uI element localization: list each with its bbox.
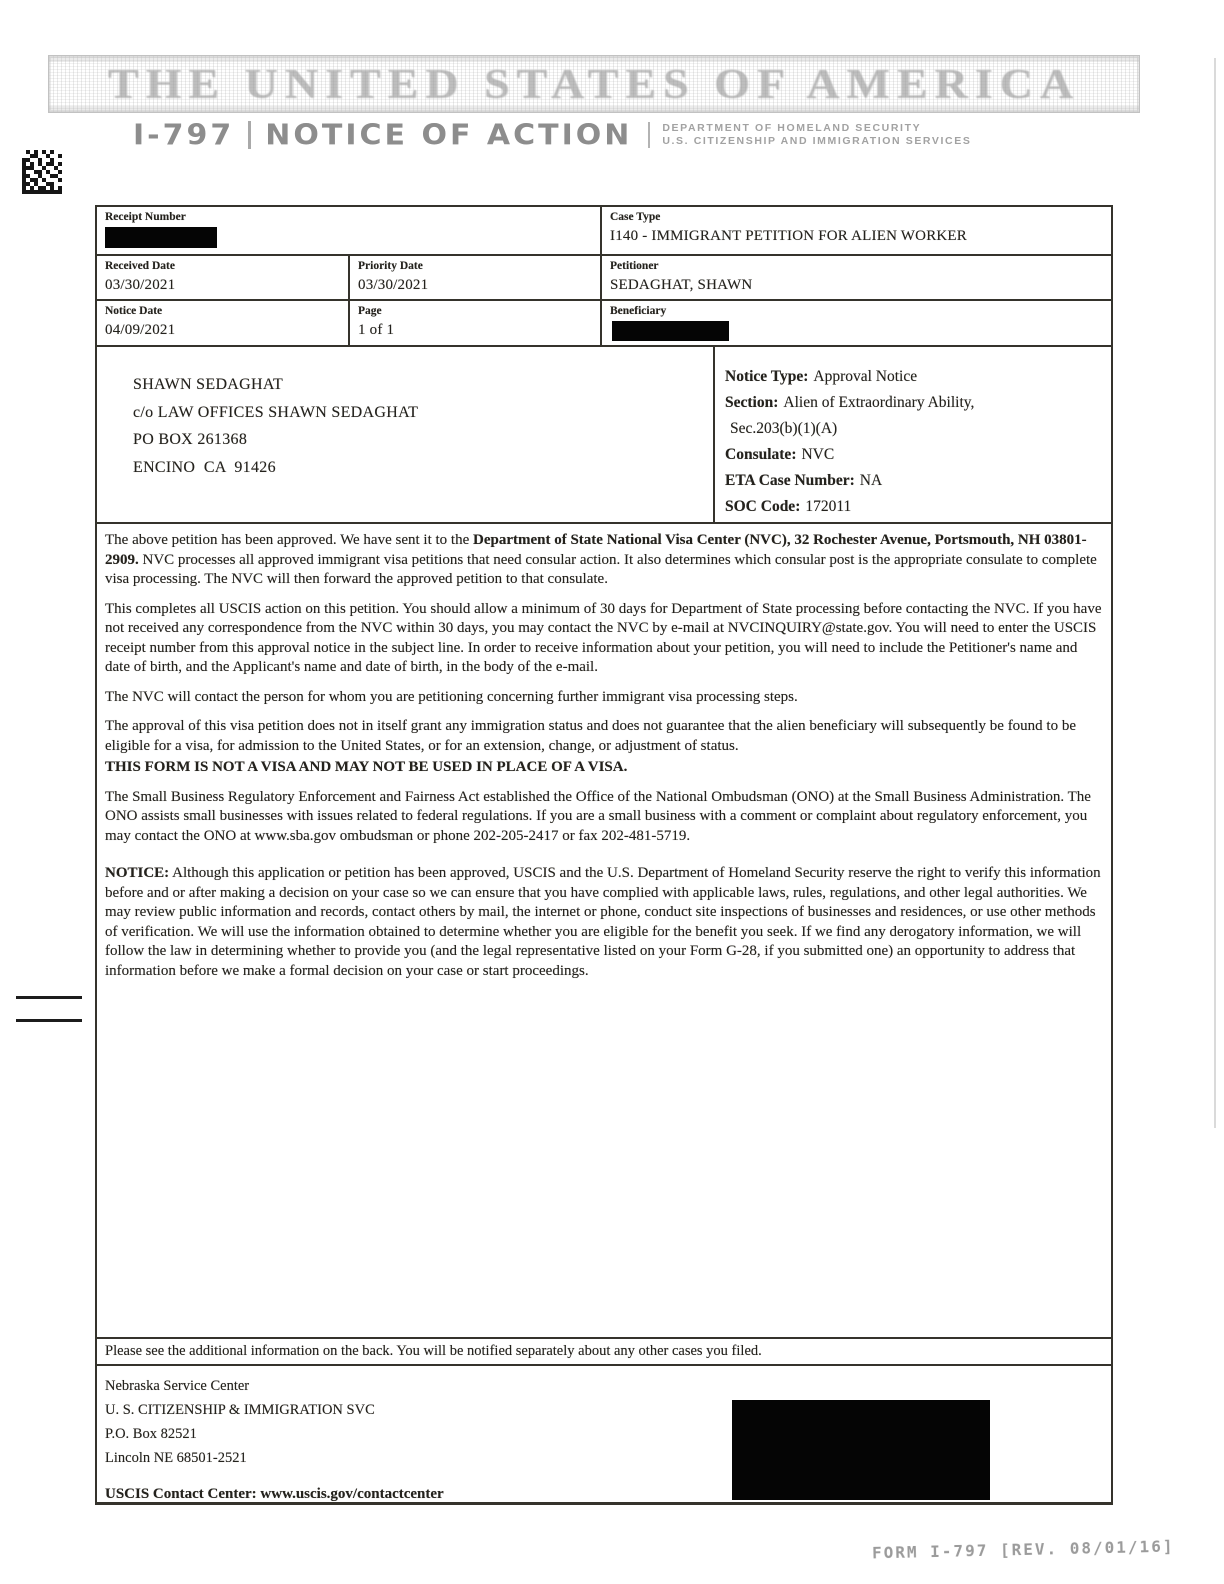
section-value: Alien of Extraordinary Ability, bbox=[783, 394, 975, 411]
beneficiary-redaction bbox=[612, 321, 729, 341]
agency-line1: DEPARTMENT OF HOMELAND SECURITY bbox=[662, 122, 922, 134]
notice-type-label: Notice Type: bbox=[725, 368, 809, 385]
priority-date-value: 03/30/2021 bbox=[358, 277, 429, 293]
petitioner-label: Petitioner bbox=[610, 260, 659, 272]
case-type-value: I140 - IMMIGRANT PETITION FOR ALIEN WORKER bbox=[610, 228, 967, 244]
title-divider bbox=[248, 121, 251, 149]
service-center-block bbox=[97, 1366, 1111, 1502]
addressee-line: PO BOX 261368 bbox=[133, 431, 248, 448]
table-row-notice bbox=[97, 301, 1111, 347]
not-a-visa-warning: THIS FORM IS NOT A VISA AND MAY NOT BE USED IN PLACE OF A VISA. bbox=[105, 759, 628, 775]
nvc-address-bold: Department of State National Visa Center (NVC), 32 Rochester Avenue, Portsmouth, NH 03801-2909. bbox=[105, 532, 1087, 568]
soc-code-value: 172011 bbox=[805, 498, 852, 515]
paragraph-notice: NOTICE: Although this application or petition has been approved, USCIS and the U.S. Department of Homeland Security reserve the right to verify this information before and or after making a decision on your case so we can ensure that you have complied with applicable laws, rules, regulations, and other legal authorities. We may review public information and records, contact others by mail, the internet or phone, conduct site inspections of businesses and residences, or use other methods of verification. We will use the information obtained to determine whether you are eligible for the benefit you seek. If we find any derogatory information, we will follow the law in determining whether to provide you (and the legal representative listed on your Form G-28, if you submitted one) an opportunity to address that information before we make a formal decision on your case or start proceedings. bbox=[105, 865, 1101, 979]
receipt-number-label: Receipt Number bbox=[105, 211, 186, 223]
agency-block bbox=[648, 122, 971, 148]
paragraph-approval-limits: The approval of this visa petition does not in itself grant any immigration status and does not guarantee that the alien beneficiary will subsequently be found to be eligible for a visa, for admission to the United States, or for an extension, change, or adjustment of status. bbox=[105, 718, 1077, 754]
eta-case-number-row bbox=[725, 468, 1111, 494]
table-row-dates bbox=[97, 256, 1111, 301]
bottom-redaction bbox=[732, 1400, 990, 1500]
addressee-block bbox=[97, 347, 715, 522]
received-date-label: Received Date bbox=[105, 260, 175, 272]
usa-engraved-banner bbox=[48, 55, 1140, 113]
back-note-strip: Please see the additional information on the back. You will be notified separately about any other cases you filed. bbox=[97, 1337, 1111, 1366]
notice-details-block bbox=[715, 347, 1111, 522]
notice-date-label: Notice Date bbox=[105, 305, 163, 317]
notice-document-frame bbox=[95, 205, 1113, 1505]
addressee-line: SHAWN SEDAGHAT bbox=[133, 376, 284, 393]
section-row-2 bbox=[725, 416, 1111, 442]
consulate-label: Consulate: bbox=[725, 446, 797, 463]
paragraph-small-business: The Small Business Regulatory Enforcement and Fairness Act established the Office of the National Ombudsman (ONO) at the Small Business Administration. The ONO assists small businesses with issues related to federal regulations. If you are a small business with a comment or complaint about regulatory enforcement, you may contact the ONO at www.sba.gov ombudsman or phone 202-205-2417 or fax 202-481-5719. bbox=[105, 788, 1091, 844]
petitioner-value: SEDAGHAT, SHAWN bbox=[610, 277, 753, 293]
case-type-cell bbox=[602, 207, 1111, 254]
receipt-number-cell bbox=[97, 207, 602, 254]
office-line: U. S. CITIZENSHIP & IMMIGRATION SVC bbox=[105, 1402, 375, 1418]
soc-code-row bbox=[725, 494, 1111, 520]
office-line: P.O. Box 82521 bbox=[105, 1426, 197, 1442]
form-title-row bbox=[133, 115, 971, 155]
soc-code-label: SOC Code: bbox=[725, 498, 801, 515]
scan-edge-artifact bbox=[1214, 58, 1216, 1128]
uscis-contact-line: USCIS Contact Center: www.uscis.gov/contactcenter bbox=[105, 1486, 444, 1502]
form-number: I-797 bbox=[133, 118, 235, 152]
agency-line2: U.S. CITIZENSHIP AND IMMIGRATION SERVICES bbox=[662, 135, 972, 147]
scan-mark-line bbox=[16, 1019, 82, 1022]
table-row-receipt bbox=[97, 207, 1111, 256]
priority-date-label: Priority Date bbox=[358, 260, 423, 272]
section-label: Section: bbox=[725, 394, 779, 411]
form-revision-stamp: FORM I-797 [REV. 08/01/16] bbox=[871, 1536, 1175, 1563]
banner-title: THE UNITED STATES OF AMERICA bbox=[107, 60, 1081, 107]
notice-type-value: Approval Notice bbox=[813, 368, 918, 385]
address-section bbox=[97, 347, 1111, 524]
page-title: NOTICE OF ACTION bbox=[265, 118, 633, 152]
section-row bbox=[725, 390, 1111, 416]
received-date-value: 03/30/2021 bbox=[105, 277, 176, 293]
data-matrix-barcode-icon bbox=[22, 150, 62, 194]
beneficiary-cell bbox=[602, 301, 1111, 345]
paragraph-uscis-action: This completes all USCIS action on this petition. You should allow a minimum of 30 days for Department of State processing before contacting the NVC. If you have not received any correspondence from the NVC within 30 days, you may contact the NVC by e-mail at NVCINQUIRY@state.gov. You will need to enter the USCIS receipt number from this approval notice in the subject line. In order to receive information about your petition, you will need to include the Petitioner's name and date of birth, and the Applicant's name and date of birth, in the body of the e-mail. bbox=[105, 600, 1102, 675]
addressee-line: ENCINO CA 91426 bbox=[133, 458, 276, 476]
section-value-2: Sec.203(b)(1)(A) bbox=[730, 420, 838, 437]
case-type-label: Case Type bbox=[610, 211, 661, 223]
office-line: Lincoln NE 68501-2521 bbox=[105, 1450, 247, 1466]
beneficiary-label: Beneficiary bbox=[610, 305, 667, 317]
received-date-cell bbox=[97, 256, 350, 299]
office-line: Nebraska Service Center bbox=[105, 1378, 250, 1394]
page-label: Page bbox=[358, 305, 382, 317]
paragraph-nvc-contact: The NVC will contact the person for whom you are petitioning concerning further immigrant visa processing steps. bbox=[105, 688, 798, 705]
consulate-row bbox=[725, 442, 1111, 468]
priority-date-cell bbox=[350, 256, 602, 299]
addressee-line: c/o LAW OFFICES SHAWN SEDAGHAT bbox=[133, 403, 419, 421]
notice-label: NOTICE: bbox=[105, 865, 170, 881]
notice-date-cell bbox=[97, 301, 350, 345]
notice-body bbox=[97, 524, 1111, 1337]
page-cell bbox=[350, 301, 602, 345]
page-value: 1 of 1 bbox=[358, 322, 395, 338]
notice-date-value: 04/09/2021 bbox=[105, 322, 176, 338]
notice-type-row bbox=[725, 364, 1111, 390]
eta-case-number-value: NA bbox=[859, 472, 883, 489]
eta-case-number-label: ETA Case Number: bbox=[725, 472, 855, 489]
paragraph-approval: The above petition has been approved. We have sent it to the Department of State National Visa Center (NVC), 32 Rochester Avenue, Portsmouth, NH 03801-2909. NVC processes all approved immigrant visa petitions that need consular action. It also determines which consular post is the appropriate consulate to complete visa processing. The NVC will then forward the approved petition to that consulate. bbox=[105, 532, 1097, 587]
receipt-number-redaction bbox=[105, 227, 217, 248]
scan-mark-line bbox=[16, 996, 82, 999]
petitioner-cell bbox=[602, 256, 1111, 299]
consulate-value: NVC bbox=[801, 446, 835, 463]
